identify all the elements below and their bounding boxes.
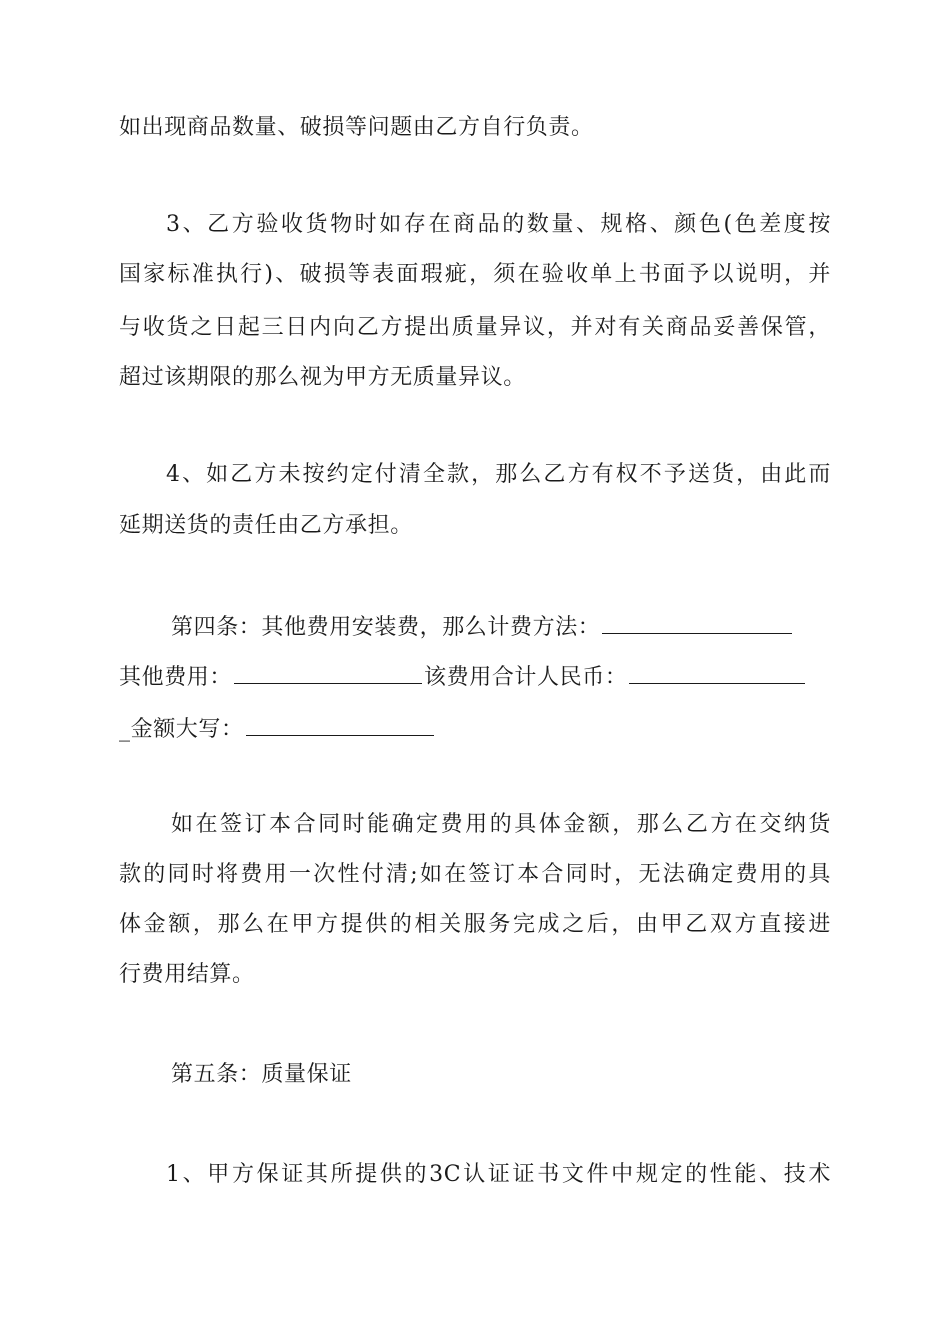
paragraph-line: 款的同时将费用一次性付清;如在签订本合同时，无法确定费用的具 xyxy=(119,862,831,887)
paragraph-line: 与收货之日起三日内向乙方提出质量异议，并对有关商品妥善保管， xyxy=(119,315,831,340)
total-rmb-blank[interactable] xyxy=(629,661,805,684)
fee-method-blank[interactable] xyxy=(602,611,792,634)
article-4-fee-method-label: 第四条：其他费用安装费，那么计费方法： xyxy=(171,615,601,640)
paragraph-line: 4、如乙方未按约定付清全款，那么乙方有权不予送货，由此而 xyxy=(166,462,831,487)
paragraph-line: 体金额，那么在甲方提供的相关服务完成之后，由甲乙双方直接进 xyxy=(119,912,831,937)
paragraph-line: 行费用结算。 xyxy=(119,962,255,987)
underscore-prefix: _ xyxy=(119,717,131,742)
paragraph-line: 1、甲方保证其所提供的3C认证证书文件中规定的性能、技术 xyxy=(166,1162,831,1187)
total-rmb-label: 该费用合计人民币： xyxy=(424,665,628,690)
paragraph-line: 延期送货的责任由乙方承担。 xyxy=(119,513,413,538)
amount-in-words-label: 金额大写： xyxy=(130,717,244,742)
paragraph-line: 如出现商品数量、破损等问题由乙方自行负责。 xyxy=(119,115,594,140)
paragraph-line: 如在签订本合同时能确定费用的具体金额，那么乙方在交纳货 xyxy=(171,812,831,837)
other-fees-label: 其他费用： xyxy=(119,665,233,690)
article-4-line-2 xyxy=(119,661,831,691)
paragraph-line: 3、乙方验收货物时如存在商品的数量、规格、颜色(色差度按 xyxy=(166,212,831,237)
paragraph-line: 国家标准执行)、破损等表面瑕疵，须在验收单上书面予以说明，并 xyxy=(119,262,831,287)
article-4-line-3 xyxy=(119,713,831,743)
article-5-heading: 第五条：质量保证 xyxy=(171,1062,352,1087)
article-4-line-1 xyxy=(171,611,831,641)
other-fees-blank[interactable] xyxy=(234,661,422,684)
amount-in-words-blank[interactable] xyxy=(246,713,434,736)
paragraph-line: 超过该期限的那么视为甲方无质量异议。 xyxy=(119,365,526,390)
